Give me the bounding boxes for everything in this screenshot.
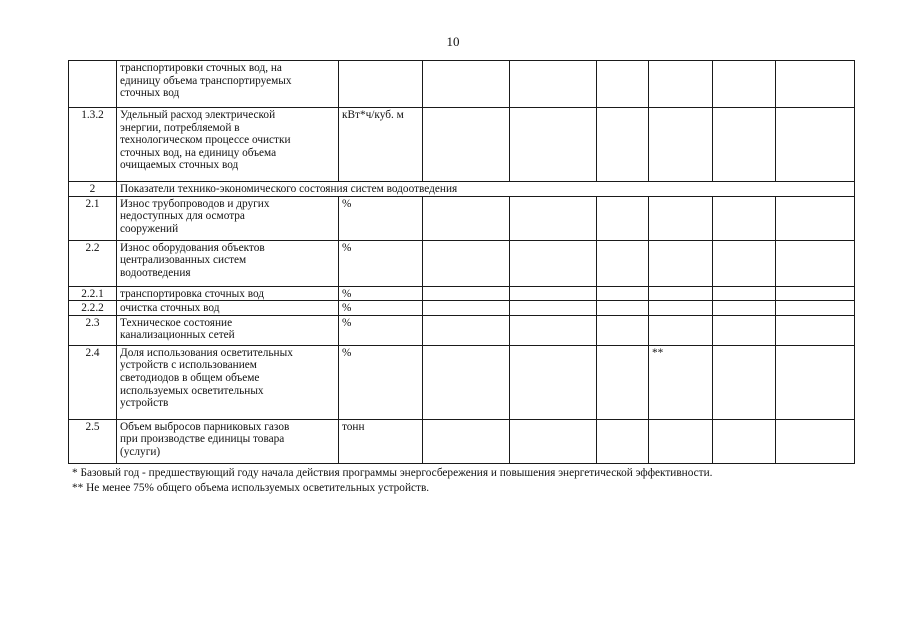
value-cell [597, 315, 649, 345]
unit-cell [339, 61, 423, 108]
value-cell [510, 345, 597, 419]
value-cell [713, 108, 776, 182]
value-cell: ** [649, 345, 713, 419]
indicator-name: Техническое состояние канализационных сетей [117, 315, 339, 345]
value-cell [649, 240, 713, 286]
value-cell [597, 196, 649, 240]
table-row [69, 240, 855, 286]
value-cell [713, 345, 776, 419]
value-cell [776, 345, 855, 419]
unit-cell: % [339, 301, 423, 316]
value-cell [713, 301, 776, 316]
page-number: 10 [446, 34, 460, 49]
value-cell [510, 61, 597, 108]
indicator-name: Доля использования осветительных устройств с использованием светодиодов в общем объеме используемых осветительных устройств [117, 345, 339, 419]
value-cell [423, 196, 510, 240]
value-cell [510, 419, 597, 463]
table-row [69, 108, 855, 182]
table-row [69, 419, 855, 463]
value-cell [713, 61, 776, 108]
row-number: 2.2 [69, 240, 117, 286]
value-cell [713, 196, 776, 240]
table-row [69, 196, 855, 240]
value-cell [597, 240, 649, 286]
unit-cell: % [339, 345, 423, 419]
footnotes [72, 466, 862, 496]
value-cell [713, 286, 776, 301]
value-cell [713, 419, 776, 463]
unit-cell: % [339, 196, 423, 240]
value-cell [597, 286, 649, 301]
value-cell [597, 345, 649, 419]
value-cell [649, 196, 713, 240]
value-cell [510, 301, 597, 316]
value-cell [776, 196, 855, 240]
footnote-base-year: * Базовый год - предшествующий году начала действия программы энергосбережения и повышения энергетической эффективности. [72, 467, 713, 479]
value-cell [649, 301, 713, 316]
indicator-name: транспортировка сточных вод [117, 286, 339, 301]
value-cell [597, 301, 649, 316]
value-cell [776, 61, 855, 108]
value-cell [713, 240, 776, 286]
value-cell [649, 108, 713, 182]
table-row [69, 286, 855, 301]
value-cell [423, 286, 510, 301]
value-cell [776, 419, 855, 463]
value-cell [776, 240, 855, 286]
value-cell [776, 301, 855, 316]
table-row [69, 301, 855, 316]
indicator-name: Износ трубопроводов и других недоступных для осмотра сооружений [117, 196, 339, 240]
value-cell [776, 108, 855, 182]
indicator-name: Объем выбросов парниковых газов при производстве единицы товара (услуги) [117, 419, 339, 463]
value-cell [649, 419, 713, 463]
value-cell [423, 315, 510, 345]
row-number: 2.5 [69, 419, 117, 463]
value-cell [649, 315, 713, 345]
value-cell [776, 286, 855, 301]
section-row [69, 182, 855, 197]
value-cell [510, 315, 597, 345]
indicators-table [68, 60, 855, 464]
row-number: 2.2.2 [69, 301, 117, 316]
value-cell [597, 419, 649, 463]
value-cell [510, 196, 597, 240]
value-cell [510, 286, 597, 301]
value-cell [597, 61, 649, 108]
unit-cell: % [339, 315, 423, 345]
indicator-name: Удельный расход электрической энергии, потребляемой в технологическом процессе очистки сточных вод, на единицу объема очищаемых сточных вод [117, 108, 339, 182]
unit-cell: кВт*ч/куб. м [339, 108, 423, 182]
value-cell [510, 108, 597, 182]
value-cell [423, 108, 510, 182]
indicator-name: транспортировки сточных вод, на единицу объема транспортируемых сточных вод [117, 61, 339, 108]
section-title: Показатели технико-экономического состояния систем водоотведения [117, 182, 855, 197]
value-cell [423, 240, 510, 286]
table-row [69, 315, 855, 345]
row-number [69, 61, 117, 108]
table-row [69, 61, 855, 108]
value-cell [713, 315, 776, 345]
indicator-name: Износ оборудования объектов централизованных систем водоотведения [117, 240, 339, 286]
unit-cell: % [339, 286, 423, 301]
value-cell [649, 61, 713, 108]
value-cell [423, 419, 510, 463]
row-number: 1.3.2 [69, 108, 117, 182]
value-cell [423, 301, 510, 316]
value-cell [597, 108, 649, 182]
value-cell [423, 61, 510, 108]
value-cell [649, 286, 713, 301]
row-number: 2.1 [69, 196, 117, 240]
value-cell [423, 345, 510, 419]
row-number: 2.2.1 [69, 286, 117, 301]
footnote-led-share: ** Не менее 75% общего объема используемых осветительных устройств. [72, 482, 430, 494]
row-number: 2.4 [69, 345, 117, 419]
value-cell [510, 240, 597, 286]
table-row [69, 345, 855, 419]
value-cell [776, 315, 855, 345]
unit-cell: тонн [339, 419, 423, 463]
indicator-name: очистка сточных вод [117, 301, 339, 316]
unit-cell: % [339, 240, 423, 286]
section-number: 2 [69, 182, 117, 197]
row-number: 2.3 [69, 315, 117, 345]
